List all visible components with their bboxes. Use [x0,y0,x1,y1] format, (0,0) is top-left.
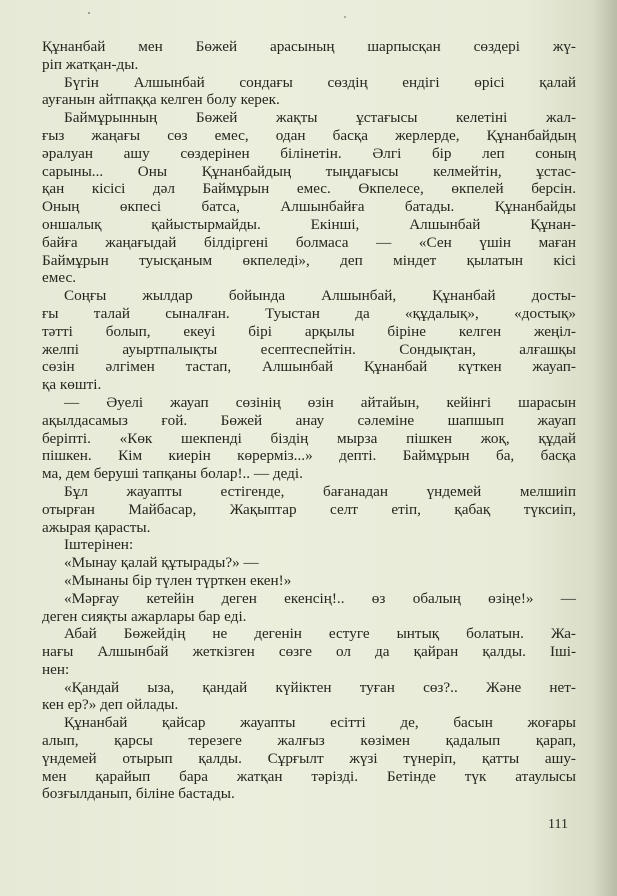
text-line: Соңғы жылдар бойында Алшынбай, Құнанбай досты- [64,287,576,305]
text-line: ріп жатқан-ды. [42,55,139,73]
text-line: мен қарайып бара жатқан тәрізді. Бетінде түк атаулысы [42,767,576,785]
text-line: емес. [42,269,77,287]
text-line: байға жаңағыдай білдіргені болмаса — «Сен үшін маған [42,233,576,251]
text-line: Бұл жауапты естігенде, бағанадан үндемей мелшиіп [64,482,576,500]
text-line: үндемей отырып қалды. Сұрғылт жүзі түнеріп, қатты ашу- [42,749,576,767]
text-line: бозғылданып, біліне бастады. [42,785,235,803]
text-line: қан кісісі дәл Баймұрын емес. Өкпелесе, өкпелей берсін. [42,180,576,198]
text-line: Баймұрынның Бөжей жақты ұстағысы келетіні жал- [64,109,576,127]
text-line: ажырая қарасты. [42,518,151,536]
text-line: беріпті. «Көк шекпенді біздің мырза пішкен жоқ, құдай [42,429,576,447]
scan-speck [88,12,90,14]
text-line: отырған Майбасар, Жақыптар селт етіп, қабақ түксиіп, [42,500,576,518]
text-line: нен: [42,660,70,678]
text-line: Құнанбай мен Бөжей арасының шарпысқан сөздері жү- [42,38,576,55]
text-line: ғы талай сыналған. Туыстан да «құдалық», «достық» [42,304,576,322]
text-line: ма, дем беруші тапқаны болар!.. — деді. [42,465,303,483]
text-line: «Мынау қалай құтырады?» — [64,554,259,572]
text-line: оншалық қайыстырмайды. Екінші, Алшынбай Құнан- [42,215,576,233]
text-line: Баймұрын туысқаным өкпеледі», деп міндет қылатын кісі [42,251,576,269]
scan-speck [344,16,346,18]
text-line: «Мәрғау кетейін деген екенсің!.. өз обалың өзіңе!» — [64,589,576,607]
text-line: ауғанын айтпаққа келген болу керек. [42,91,280,109]
text-line: Іштерінен: [64,536,134,554]
text-line: ақылдасамыз ғой. Бөжей анау сәлеміне шапшып жауап [42,411,576,429]
text-line: Оның өкпесі батса, Алшынбайға батады. Құнанбайды [42,198,576,216]
text-line: деген сияқты ажарлары бар еді. [42,607,247,625]
text-line: тәтті болып, екеуі бірі арқылы біріне келген жеңіл- [42,322,576,340]
page-number: 111 [548,817,568,832]
text-line: Бүгін Алшынбай сондағы сөздің ендігі өрісі қалай [64,73,576,91]
text-line: Абай Бөжейдің не дегенін естуге ынтық болатын. Жа- [64,625,576,643]
text-line: сарыны... Оны Құнанбайдың тыңдағысы келмейтін, ұстас- [42,162,576,180]
text-line: сөзін әлгімен тастап, Алшынбай Құнанбай күткен жауап- [42,358,576,376]
text-line: кен ер?» деп ойлады. [42,696,179,714]
text-line: «Қандай ыза, қандай күйіктен туған сөз?.. Және нет- [64,678,576,696]
text-line: ғыз жаңағы сөз емес, одан басқа жерлерде, Құнанбайдың [42,126,576,144]
text-line: қа көшті. [42,376,102,394]
text-line: пішкен. Кім киерін көрерміз...» депті. Баймұрын ба, басқа [42,447,576,465]
text-line: — Әуелі жауап сөзінің өзін айтайын, кейінгі шарасын [64,393,576,411]
text-line: «Мынаны бір түлен түрткен екен!» [64,571,292,589]
text-line: Құнанбай қайсар жауапты есітті де, басын жоғары [64,714,576,732]
book-page-text [42,38,576,803]
text-line: желпі ауыртпалықты есептеспейтін. Сондықтан, алғашқы [42,340,576,358]
text-line: әралуан ашу сөздерінен білінетін. Әлгі бір леп соның [42,144,576,162]
text-line: нағы Алшынбай жеткізген сөзге ол да қайран қалды. Іші- [42,643,576,661]
text-line: алып, қарсы терезеге жалғыз көзімен қадалып қарап, [42,732,576,750]
